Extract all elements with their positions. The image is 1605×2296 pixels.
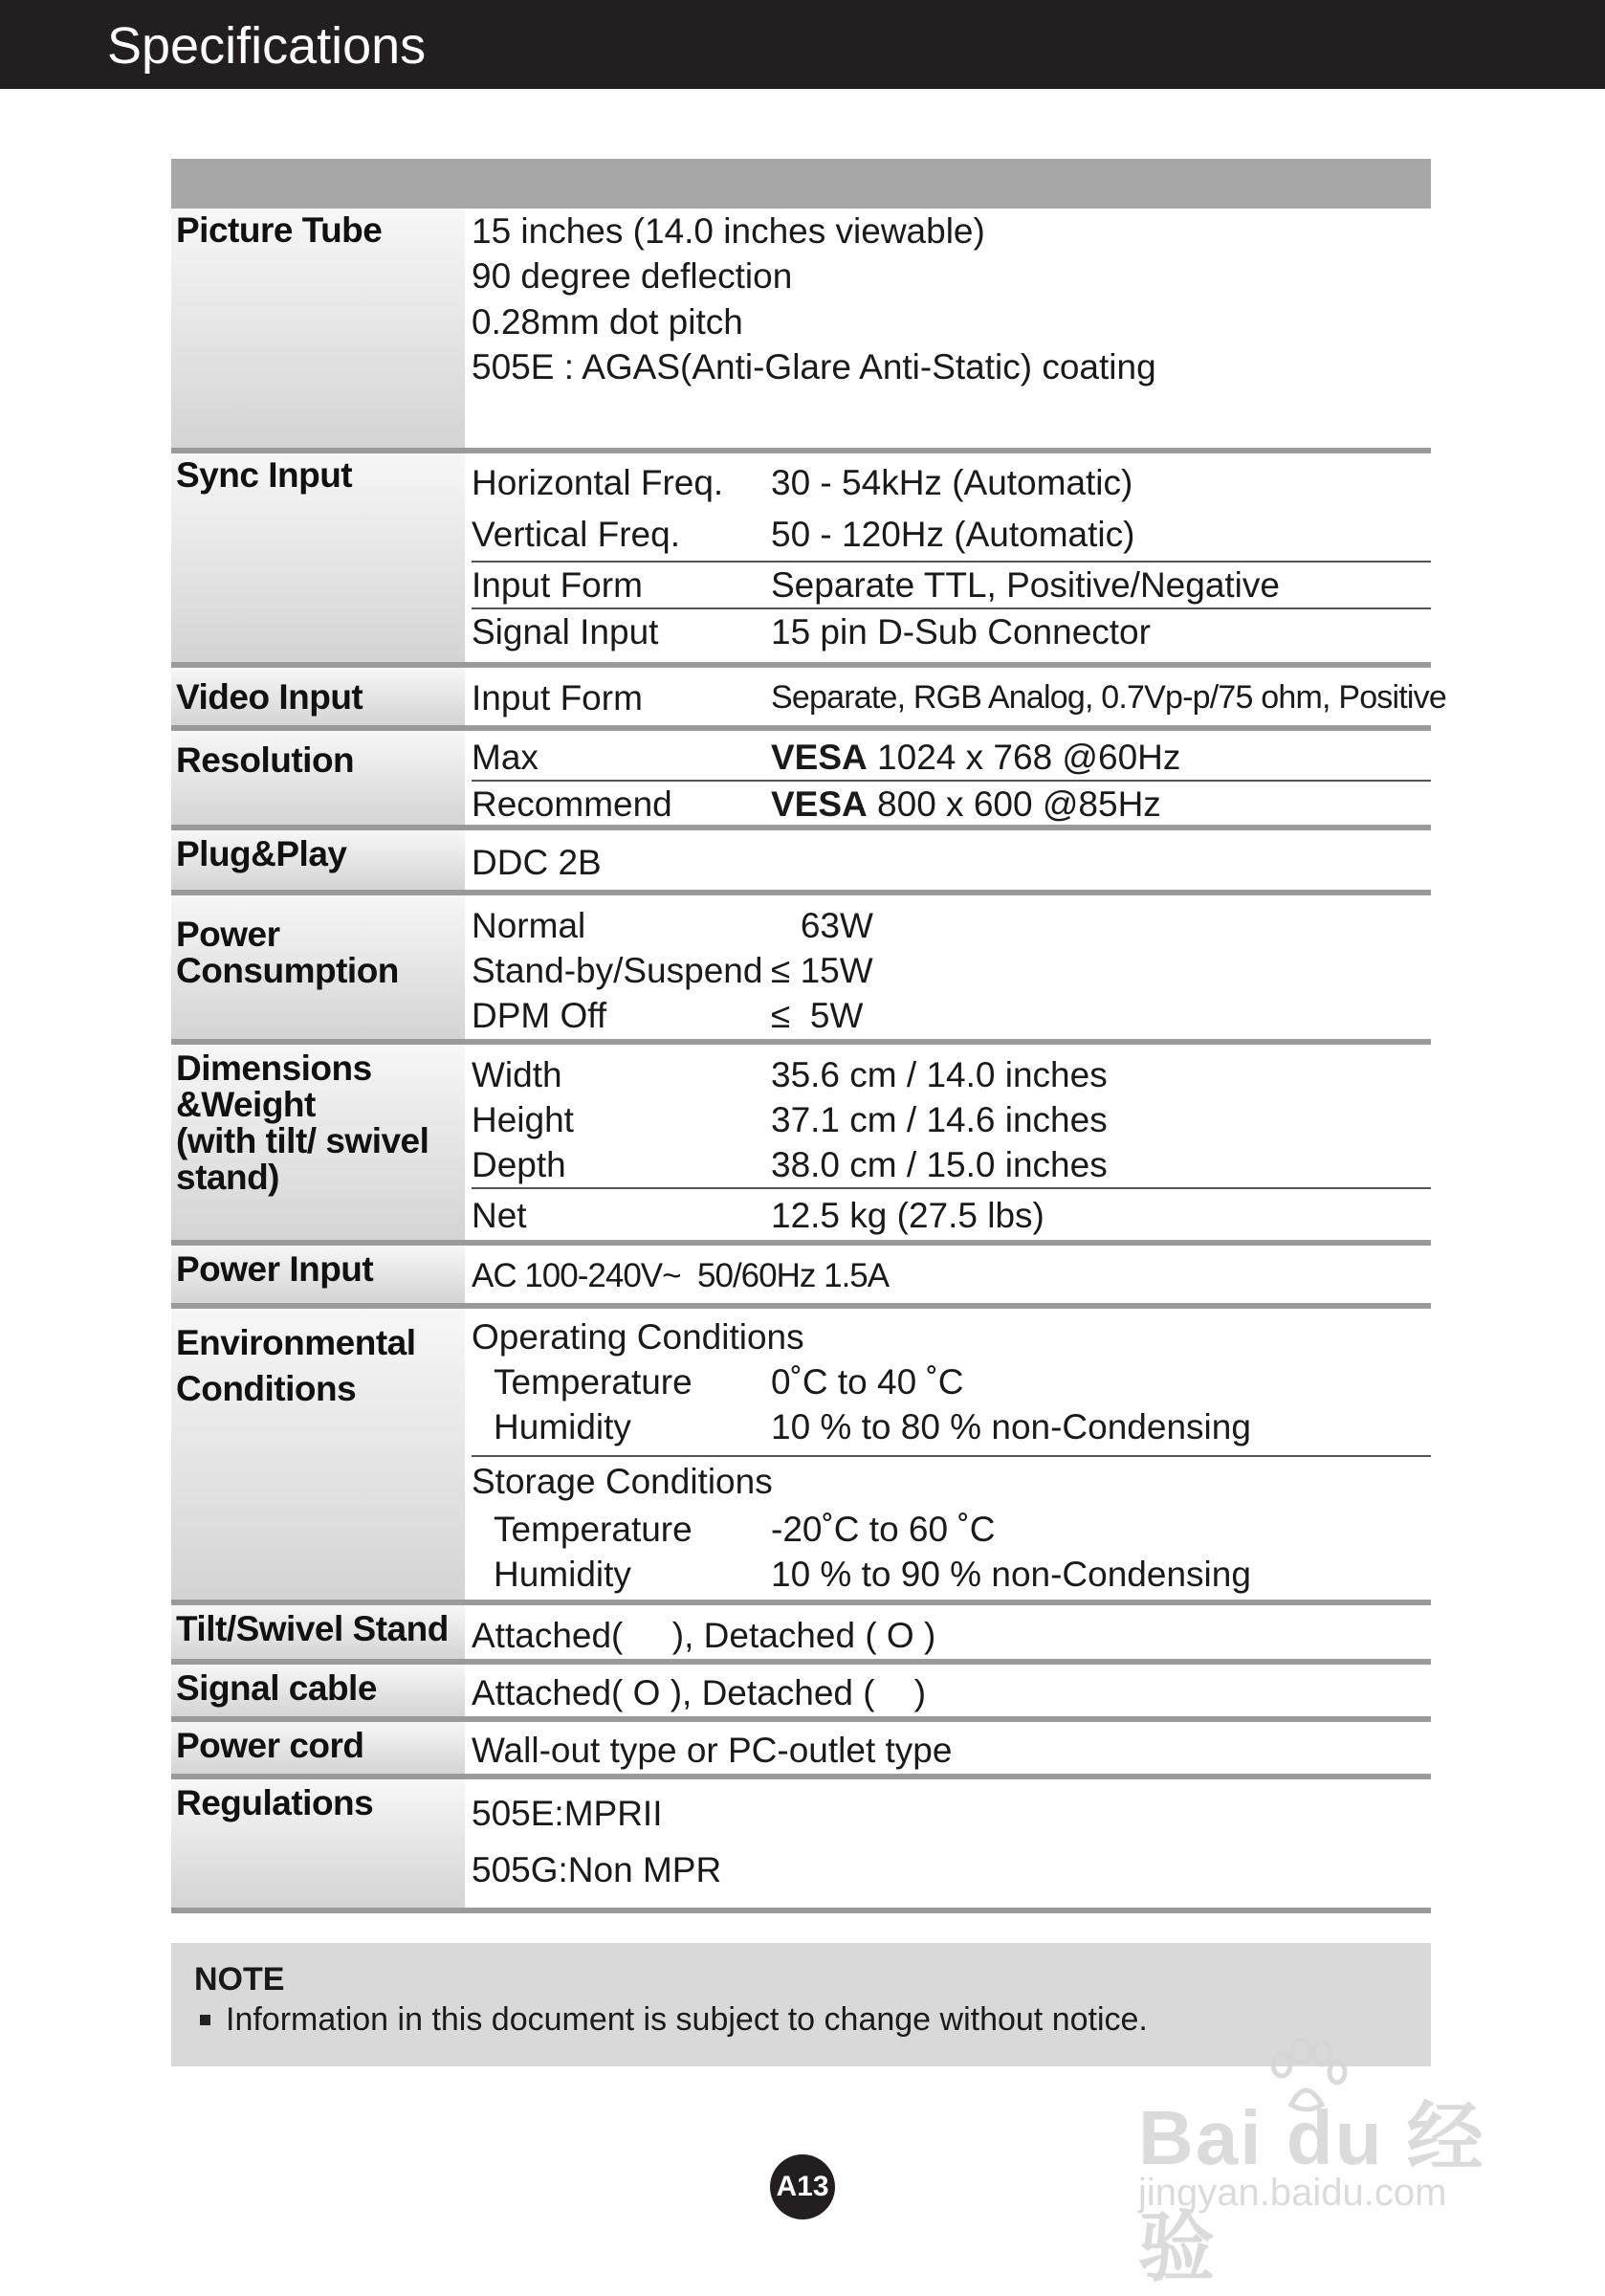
value-key: DPM Off [472, 996, 607, 1035]
page-number-badge: A13 [770, 2154, 835, 2219]
value-line [472, 457, 1431, 509]
value-key: Height [472, 1100, 574, 1139]
bullet-icon [200, 2015, 210, 2025]
value-line [472, 1359, 1431, 1404]
row-label: Signal cable [171, 1665, 465, 1716]
table-header-bar [171, 159, 1431, 209]
value-text: 30 - 54kHz (Automatic) [771, 463, 1133, 502]
value-line [472, 1404, 1431, 1449]
value-text [771, 782, 1431, 827]
value-text: ≤ 5W [771, 996, 864, 1035]
spec-table [171, 159, 1446, 1913]
value-text: -20˚C to 60 ˚C [771, 1510, 996, 1549]
spec-row-plug-and-play [171, 830, 1431, 895]
value-text: 50 - 120Hz (Automatic) [771, 515, 1135, 554]
value-key: Width [472, 1055, 562, 1094]
value-key: Humidity [494, 1555, 631, 1594]
row-label: Sync Input [171, 453, 465, 662]
spec-row-tilt-swivel-stand [171, 1605, 1431, 1665]
spec-row-picture-tube [171, 209, 1431, 453]
row-value [465, 1665, 1431, 1716]
spec-row-dimensions-weight [171, 1045, 1431, 1246]
value-line [472, 1507, 1431, 1552]
spec-row-power-consumption [171, 895, 1431, 1045]
row-label: Power cord [171, 1722, 465, 1774]
row-value [465, 1605, 1431, 1659]
note-text: Information in this document is subject to change without notice. [226, 2001, 1148, 2038]
value-key: Stand-by/Suspend [472, 951, 763, 990]
row-label: Video Input [171, 668, 465, 725]
row-value [465, 830, 1431, 890]
value-key: Recommend [472, 784, 672, 824]
value-bold: VESA [771, 784, 868, 824]
row-label: Plug&Play [171, 830, 465, 890]
row-label: Regulations [171, 1779, 465, 1908]
value-key: Operating Conditions [472, 1317, 804, 1357]
row-value [465, 209, 1431, 448]
value-line [472, 561, 1431, 607]
value-line [472, 1052, 1431, 1097]
spec-row-signal-cable [171, 1665, 1431, 1722]
row-label: Tilt/Swivel Stand [171, 1605, 465, 1659]
spec-row-power-cord [171, 1722, 1431, 1779]
value-text: Separate TTL, Positive/Negative [771, 565, 1280, 605]
value-text: 35.6 cm / 14.0 inches [771, 1055, 1108, 1094]
value-line [472, 1455, 1431, 1507]
spec-row-video-input [171, 668, 1446, 731]
value-line [472, 993, 1431, 1038]
value-line: 90 degree deflection [472, 256, 793, 296]
row-value [465, 731, 1431, 825]
value-line: Wall-out type or PC-outlet type [472, 1731, 953, 1770]
row-label: Dimensions &Weight (with tilt/ swivel stand) [171, 1045, 465, 1240]
row-value [465, 668, 1446, 725]
row-label: Power Consumption [171, 895, 465, 1039]
value-text: Separate, RGB Analog, 0.7Vp-p/75 ohm, Positive [771, 679, 1446, 716]
value-key: Max [472, 738, 539, 777]
value-key: Signal Input [472, 612, 659, 651]
value-rest: 800 x 600 @85Hz [867, 784, 1161, 824]
value-key: Net [472, 1196, 527, 1235]
row-value [465, 1722, 1431, 1774]
value-key: Input Form [472, 565, 643, 605]
value-text: 37.1 cm / 14.6 inches [771, 1100, 1108, 1139]
value-line: 505E : AGAS(Anti-Glare Anti-Static) coating [472, 347, 1156, 386]
value-text: 38.0 cm / 15.0 inches [771, 1145, 1108, 1184]
value-line [472, 607, 1431, 654]
value-key: Input Form [472, 678, 643, 718]
spec-row-resolution [171, 731, 1431, 830]
page-header [0, 0, 1605, 89]
row-label: Environmental Conditions [171, 1309, 465, 1600]
spec-row-power-input [171, 1246, 1431, 1309]
value-line [472, 1314, 1431, 1359]
value-key: Storage Conditions [472, 1462, 773, 1501]
value-bold: VESA [771, 738, 868, 777]
page-title: Specifications [107, 17, 427, 75]
value-text: 0˚C to 40 ˚C [771, 1362, 964, 1402]
value-line: 505G:Non MPR [472, 1850, 722, 1889]
value-line [472, 780, 1431, 827]
value-line: AC 100-240V~ 50/60Hz 1.5A [472, 1257, 890, 1294]
value-line [472, 509, 1431, 561]
value-key: Vertical Freq. [472, 515, 680, 554]
value-key: Depth [472, 1145, 566, 1184]
row-value [465, 1045, 1431, 1240]
row-value [465, 453, 1431, 662]
value-text: 15 pin D-Sub Connector [771, 612, 1151, 651]
value-text: ≤ 15W [771, 951, 873, 990]
row-label: Resolution [171, 731, 465, 825]
spec-row-regulations [171, 1779, 1431, 1913]
value-line: Attached( ), Detached ( O ) [472, 1616, 936, 1655]
value-line [472, 903, 1431, 948]
value-line: DDC 2B [472, 843, 602, 882]
value-text: 10 % to 80 % non-Condensing [771, 1407, 1251, 1446]
value-line: 505E:MPRII [472, 1794, 663, 1833]
value-text: 10 % to 90 % non-Condensing [771, 1555, 1251, 1594]
value-line [472, 1142, 1431, 1187]
value-text: 63W [771, 906, 873, 945]
value-line [472, 735, 1431, 780]
value-line [472, 1187, 1431, 1243]
value-line [472, 1552, 1431, 1597]
spec-row-sync-input [171, 453, 1431, 668]
note-title: NOTE [194, 1961, 285, 1998]
value-line [472, 948, 1431, 993]
spec-row-environmental-conditions [171, 1309, 1431, 1605]
row-label: Picture Tube [171, 209, 465, 448]
watermark-brand: Bai du 经验 [1138, 2095, 1485, 2290]
row-value [465, 1246, 1431, 1303]
value-rest: 1024 x 768 @60Hz [867, 738, 1181, 777]
value-text [771, 735, 1431, 780]
value-key: Temperature [494, 1510, 693, 1549]
value-key: Humidity [494, 1407, 631, 1446]
value-line [472, 675, 1446, 720]
value-line: 15 inches (14.0 inches viewable) [472, 211, 985, 251]
baidu-watermark [1138, 2038, 1511, 2290]
row-value [465, 895, 1431, 1039]
value-text: 12.5 kg (27.5 lbs) [771, 1196, 1044, 1235]
value-line: Attached( O ), Detached ( ) [472, 1673, 927, 1712]
row-value [465, 1309, 1431, 1600]
note-item [194, 1998, 1408, 2041]
value-key: Temperature [494, 1362, 693, 1402]
value-line: 0.28mm dot pitch [472, 302, 743, 342]
value-key: Horizontal Freq. [472, 463, 724, 502]
row-label: Power Input [171, 1246, 465, 1303]
value-key: Normal [472, 906, 586, 945]
watermark-url: jingyan.baidu.com [1138, 2172, 1447, 2214]
value-line [472, 1097, 1431, 1142]
row-value [465, 1779, 1431, 1908]
